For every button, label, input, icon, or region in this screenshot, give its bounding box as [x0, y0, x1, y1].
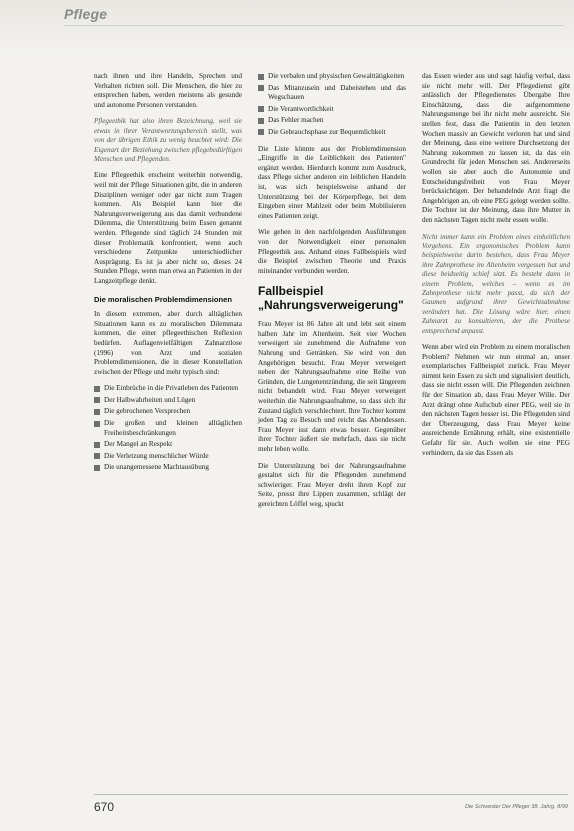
col2-paragraph-3: Frau Meyer ist 86 Jahre alt und lebt seit einem halben Jahr im Altenheim. Seit vier Wochen verweigert sie zunehmend die Aufnahme von Nahrung und Getränken. Sie wird von den Angehörigen besucht. Frau Meyer verweigert neben der Nahrungsaufnahme eine Reihe von Gründen, die Lungenentzündung, die seit längerem nicht behandelt wird. Frau Meyer verweigert weiterhin die Nahrungsaufnahme, so dass sich ihr Zustand täglich verschlechtert. Ihre Tochter kommt jeden Tag zu Besuch und reicht das Abendessen. Frau Meyer isst dann etwas besser. Gegenüber ihrer Tochter äußert sie mehrfach, dass sie nicht mehr leben wolle.: [258, 320, 406, 453]
case-study-heading: Fallbeispiel „Nahrungsverweigerung": [258, 284, 404, 313]
col1-subheading: Die moralischen Problemdimensionen: [94, 294, 232, 304]
col1-pull-quote: Pflegeethik hat also ihren Bezeichnung, weil sie etwas in ihrer Verantwortungsbereich stellt, was von der übrigen Ethik zu wenig beachtet wird: Die Eigenart der Beziehung zwischen pflegebedürftigen Menschen und Pflegenden.: [94, 117, 242, 163]
running-footer: Die Schwester Der Pfleger 38. Jahrg. 8/99: [464, 804, 568, 810]
column-1: [94, 72, 242, 480]
list-item: Die Verletzung menschlicher Würde: [94, 452, 242, 462]
col2-bullet-list: [258, 72, 406, 138]
col3-pull-quote: Nicht immer kann ein Problem eines einheitlichen Vorgehens. Ein ergonomisches Problem kann beispielsweise darin bestehen, dass Frau Meyer ihre Zahnprothese im Altenheim vergessen hat und diese beidseitig schief sitzt. Es besteht dann in einem Problem, welches – wenn es im Zahnprothese nicht mehr passt, da sich der Gaumen aufgrund ihrer Gewichtsabnahme verändert hat. Die Lösung wäre hier, einen Zahnarzt zu konsultieren, der die Prothese entsprechend anpasst.: [422, 232, 570, 335]
col1-bullet-list: [94, 384, 242, 473]
col3-paragraph-1: das Essen wieder aus und sagt häufig verbal, dass sie nicht mehr will. Der Pflegedienst gibt anlässlich der Pflegedienstes Übergabe Ihre Einschätzung, dass die aufgenommene Nahrungsmenge bei ihr nicht mehr ausreicht. Sie stellen fest, dass die Patientin in den letzten Wochen massiv an Gewicht verloren hat und sind der Meinung, dass eine weitere Durchsetzung der Nahrung zukommen zu lassen ist, da das ein Grundrecht für jeden Menschen sei. Andererseits wollen sie aber auch die Autonomie und Entscheidungsfreiheit von Frau Meyer berücksichtigen. Der behandelnde Arzt fragt die Angehörigen an, ob eine PEG gelegt werden sollte. Die Tochter ist der Meinung, dass ihre Mutter in den nächsten Tagen nicht mehr essen wolle.: [422, 72, 570, 224]
col3-paragraph-2: Wenn aber wird ein Problem zu einem moralischen Problem? Nehmen wir nun einmal an, unser exemplarisches Fallbeispiel zurück. Frau Meyer nimmt kein Essen zu sich und signalisiert deutlich, dass sie nicht essen will. Die Pflegenden zeichnen für der Situation ab, dass Frau Meyer Wille. Der Arzt drängt ohne Aufschub einer PEG, weil sie in den nächsten Tagen besser ist. Die Pflegenden sind der Überzeugung, dass Frau Meyer keine ausreichende Ernährung erhält, eine existentielle Gefahr für sie. Auch wollen sie eine PEG verhindern, da sie das Essen als: [422, 342, 570, 457]
list-item: Die verbalen und physischen Gewalttätigkeiten: [258, 72, 406, 82]
column-3: [422, 72, 570, 465]
col2-paragraph-2: Wie gehen in den nachfolgenden Ausführungen von der Notwendigkeit einer personalen Pflegeethik aus. Anhand eines Fallbeispiels wird die Beispiel zwischen Theorie und Praxis miteinander verbunden werden.: [258, 228, 406, 275]
col1-paragraph-3: In diesem extremen, aber durch alltäglichen Situationen kann es zu moralischen Dilemmata kommen, die einer pflegeethischen Reflexion bedürfen. Auflagenvielfältigen Zahnarztlose (1996) von Arzt und sozialen Problemdimensionen, die in dieser Konstellation zwischen der Pflege und mehr typisch sind:: [94, 310, 242, 376]
list-item: Die Einbrüche in die Privatleben des Patienten: [94, 384, 242, 394]
column-2: [258, 72, 406, 517]
list-item: Der Mangel an Respekt: [94, 440, 242, 450]
list-item: Der Halbwahrheiten und Lügen: [94, 396, 242, 406]
list-item: Die unangemessene Machtausübung: [94, 463, 242, 473]
rubric-divider: [64, 25, 564, 26]
col2-paragraph-1: Die Liste könnte aus der Problemdimension „Eingriffe in die Leiblichkeit des Patienten" ergänzt werden. Hierdurch kommt zum Ausdruck, dass Pflege sicher anderen ein leiblichen Handeln ist, was sich beispielsweise anhand der Unterstützung bei der Körperpflege, bei dem Eingeben einer Mahlzeit oder beim Mobilisieren eines Patienten zeigt.: [258, 144, 406, 220]
list-item: Die Verantwortlichkeit: [258, 105, 406, 115]
list-item: Die Gebrauchsphase zur Bequemlichkeit: [258, 128, 406, 138]
footer-divider: [94, 794, 568, 795]
list-item: Das Fehler machen: [258, 116, 406, 126]
col1-paragraph-2: Eine Pflegeethik erscheint weiterhin notwendig, weil mit der Pflege Situationen gibt, die in anderen Disziplinen weniger oder gar nicht zum Tragen kommen. Als Beispiel kann hier die Nahrungsverweigerung aus das damit verbundene Dilemma, die Unterstützung beim Essen genannt werden. Pflegende sind täglich 24 Stunden mit dieser Problematik konfrontiert, wenn auch verschiedene Zeitpunkte unterschiedlicher Ausprägung. Es ist ja aber nicht so, dieses 24 Stunden Pflege, wenn man etwa an Patienten in der Langzeitpflege denkt.: [94, 171, 242, 285]
list-item: Die großen und kleinen alltäglichen Freiheitsbeschränkungen: [94, 419, 242, 438]
list-item: Das Mitanzusein und Dabeistehen und das Wegschauen: [258, 84, 406, 103]
section-rubric: Pflege: [64, 6, 108, 22]
page-number: 670: [94, 800, 115, 814]
list-item: Die gebrochenen Versprechen: [94, 407, 242, 417]
col2-paragraph-4: Die Unterstützung bei der Nahrungsaufnahme gestaltet sich für die Pflegenden zunehmend schwieriger. Frau Meyer dreht ihren Kopf zur Seite, presst ihre Lippen zusammen, schlägt der gereichten Löffel weg, spuckt: [258, 461, 406, 508]
col1-paragraph-1: nach ihnen und ihre Handeln, Sprechen und Verhalten richten soll. Die Menschen, die hier zu entsprechen haben, werden meistens als gesunde und autonome Personen verstanden.: [94, 72, 242, 109]
